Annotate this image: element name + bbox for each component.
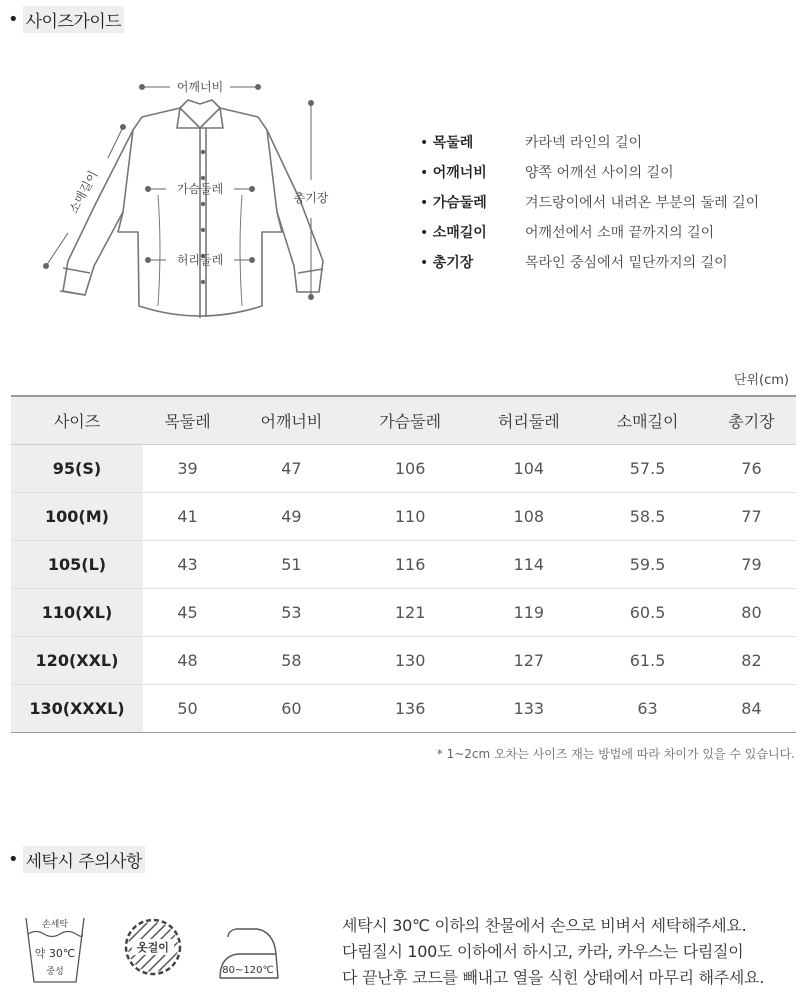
size-guide-heading — [8, 6, 124, 33]
table-cell: 60.5 — [588, 588, 707, 636]
care-heading — [8, 846, 145, 873]
table-cell: 119 — [469, 588, 588, 636]
care-line: 다 끝난후 코드를 빼내고 열을 식힌 상태에서 마무리 해주세요. — [342, 968, 764, 987]
table-cell-size: 100(M) — [11, 492, 143, 540]
legend-item — [420, 157, 800, 187]
size-guide-title: 사이즈가이드 — [23, 6, 125, 33]
table-cell: 114 — [469, 540, 588, 588]
table-cell: 84 — [741, 698, 762, 718]
label-waist: 허리둘레 — [176, 253, 224, 267]
size-table — [11, 395, 796, 733]
wash-detergent: 중성 — [46, 967, 64, 977]
legend-item — [420, 247, 800, 277]
legend-term: • 소매길이 — [420, 222, 525, 242]
iron-icon — [220, 929, 278, 978]
table-cell: 57.5 — [588, 444, 707, 492]
table-cell: 104 — [469, 444, 588, 492]
table-cell: 79 — [707, 540, 796, 588]
measurement-legend — [420, 127, 800, 277]
table-row — [11, 684, 796, 732]
table-cell-size: 110(XL) — [11, 588, 143, 636]
legend-item — [420, 187, 800, 217]
table-header: 가슴둘레 — [351, 396, 470, 444]
table-cell: 80 — [707, 588, 796, 636]
care-line: 세탁시 30℃ 이하의 찬물에서 손으로 비벼서 세탁해주세요. — [342, 916, 747, 935]
table-cell: 106 — [351, 444, 470, 492]
table-cell-size: 130(XXXL) — [11, 684, 143, 732]
table-cell: 49 — [232, 492, 351, 540]
table-cell-size: 105(L) — [11, 540, 143, 588]
table-cell: 43 — [143, 540, 232, 588]
legend-desc: 목라인 중심에서 밑단까지의 길이 — [525, 255, 728, 271]
table-cell: 127 — [469, 636, 588, 684]
table-header-row — [11, 396, 796, 444]
table-cell: 53 — [232, 588, 351, 636]
table-cell: 45 — [143, 588, 232, 636]
table-cell: 61.5 — [588, 636, 707, 684]
table-cell: 116 — [351, 540, 470, 588]
unit-label: 단위(cm) — [733, 373, 789, 388]
table-header: 어깨너비 — [232, 396, 351, 444]
table-cell: 82 — [707, 636, 796, 684]
table-cell: 63 — [637, 698, 658, 718]
measurement-note: * 1~2cm 오차는 사이즈 재는 방법에 따라 차이가 있을 수 있습니다. — [436, 747, 795, 761]
care-instructions — [342, 913, 800, 991]
label-shoulder: 어깨너비 — [176, 80, 224, 94]
hanger-dry-icon — [118, 912, 198, 974]
legend-item — [420, 217, 800, 247]
table-row — [11, 444, 796, 492]
table-cell: 121 — [351, 588, 470, 636]
table-header: 목둘레 — [143, 396, 232, 444]
care-symbols — [22, 912, 292, 992]
table-header: 사이즈 — [11, 396, 143, 444]
table-cell: 76 — [707, 444, 796, 492]
table-cell: 50 — [177, 698, 198, 718]
table-cell: 58 — [232, 636, 351, 684]
table-cell: 39 — [143, 444, 232, 492]
table-cell: 58.5 — [588, 492, 707, 540]
hanger-label: 옷걸이 — [137, 941, 169, 954]
table-cell: 41 — [143, 492, 232, 540]
heading-bullet: • — [8, 9, 19, 30]
table-row — [11, 540, 796, 588]
table-cell: 60 — [281, 698, 302, 718]
label-sleeve: 소매길이 — [66, 168, 101, 216]
collar — [177, 100, 223, 128]
table-cell: 51 — [232, 540, 351, 588]
table-header: 소매길이 — [588, 396, 707, 444]
hand-wash-icon — [26, 918, 84, 982]
table-cell-size: 95(S) — [11, 444, 143, 492]
table-cell: 48 — [143, 636, 232, 684]
legend-desc: 양쪽 어깨선 사이의 길이 — [525, 165, 674, 181]
table-cell: 130 — [351, 636, 470, 684]
heading-bullet: • — [8, 849, 19, 870]
table-row — [11, 588, 796, 636]
care-title: 세탁시 주의사항 — [23, 846, 145, 873]
legend-desc: 겨드랑이에서 내려온 부분의 둘레 길이 — [525, 195, 760, 211]
legend-desc: 어깨선에서 소매 끝까지의 길이 — [525, 225, 715, 241]
table-cell: 133 — [513, 698, 545, 718]
table-cell: 110 — [351, 492, 470, 540]
table-header: 총기장 — [707, 396, 796, 444]
table-cell-size: 120(XXL) — [11, 636, 143, 684]
table-cell: 108 — [469, 492, 588, 540]
legend-item — [420, 127, 800, 157]
iron-temp: 80~120℃ — [222, 965, 274, 976]
wash-temp: 약 30℃ — [34, 947, 76, 960]
legend-term: • 목둘레 — [420, 132, 525, 152]
label-chest: 가슴둘레 — [176, 182, 224, 196]
table-cell: 77 — [707, 492, 796, 540]
table-row — [11, 492, 796, 540]
right-sleeve — [267, 130, 323, 292]
legend-term: • 가슴둘레 — [420, 192, 525, 212]
wash-label: 손세탁 — [41, 920, 69, 930]
legend-term: • 어깨너비 — [420, 162, 525, 182]
shirt-measurement-diagram — [30, 70, 370, 330]
table-cell: 136 — [394, 698, 426, 718]
label-length: 총기장 — [293, 191, 329, 205]
table-row — [11, 636, 796, 684]
table-cell: 47 — [232, 444, 351, 492]
legend-term: • 총기장 — [420, 252, 525, 272]
care-line: 다림질시 100도 이하에서 하시고, 카라, 카우스는 다림질이 — [342, 942, 744, 961]
table-cell: 59.5 — [588, 540, 707, 588]
legend-desc: 카라넥 라인의 길이 — [525, 135, 643, 151]
table-header: 허리둘레 — [469, 396, 588, 444]
